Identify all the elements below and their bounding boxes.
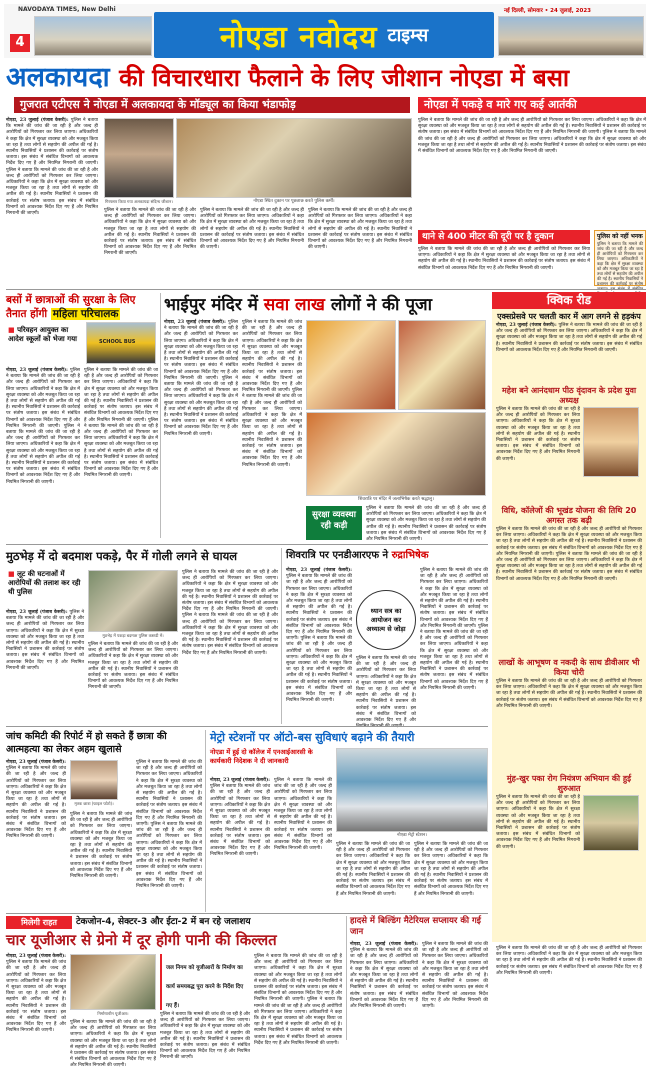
metro-caption: नोएडा मेट्रो स्टेशन। (397, 833, 427, 838)
lead-headline (6, 62, 646, 94)
accident-dateline: नोएडा, 23 जुलाई (पंजाब केसरी): (350, 942, 418, 947)
water-body-3: पुलिस ने बताया कि मामले की जांच की जा रही है और जल्द ही आरोपियों को गिरफ्तार कर लिया जाएगा। अधिकारियों ने कहा कि क्षेत्र में सुरक्षा व्यवस्था को और मजबूत किया जा रहा है तथा लोगों से सहयोग की अपील की गई है। स्थानीय निवासियों ने प्रशासन की कार्रवाई पर संतोष जताया। इस संबंध में संबंधित विभागों को आवश्यक निर्देश दिए गए हैं और नियमित निगरानी की जाएगी। (160, 1012, 250, 1061)
bus-body-2b: पुलिस ने बताया कि मामले की जांच की जा रही है और जल्द ही आरोपियों को गिरफ्तार कर लिया जाएगा। अधिकारियों ने कहा कि क्षेत्र में सुरक्षा व्यवस्था को और मजबूत किया जा रहा है तथा लोगों से सहयोग की अपील की गई है। स्थानीय निवासियों ने प्रशासन की कार्रवाई पर संतोष जताया। इस संबंध में संबंधित विभागों को आवश्यक निर्देश दिए गए हैं और नियमित निगरानी की जाएगी। (84, 417, 158, 479)
divider-bus (160, 293, 161, 538)
bus-headline-1: बसों में छात्राओं की सुरक्षा के लिए (6, 294, 136, 306)
police-box (594, 230, 646, 286)
encounter-body-3b: पुलिस ने बताया कि मामले की जांच की जा रही है और जल्द ही आरोपियों को गिरफ्तार कर लिया जाएगा। अधिकारियों ने कहा कि क्षेत्र में सुरक्षा व्यवस्था को और मजबूत किया जा रहा है तथा लोगों से सहयोग की अपील की गई है। स्थानीय निवासियों ने प्रशासन की कार्रवाई पर संतोष जताया। इस संबंध में संबंधित विभागों को आवश्यक निर्देश दिए गए हैं और नियमित निगरानी की जाएगी। (182, 613, 278, 656)
masthead-title: नोएडा नवोदय (219, 19, 378, 55)
temple-headline (164, 294, 488, 316)
lead-headline-red: अलकायदा (6, 62, 110, 93)
qr1-text: पुलिस ने बताया कि मामले की जांच की जा रही है और जल्द ही आरोपियों को गिरफ्तार कर लिया जाएगा। अधिकारियों ने कहा कि क्षेत्र में सुरक्षा व्यवस्था को और मजबूत किया जा रहा है तथा लोगों से सहयोग की अपील की गई है। स्थानीय निवासियों ने प्रशासन की कार्रवाई पर संतोष जताया। इस संबंध में संबंधित विभागों को आवश्यक निर्देश दिए गए हैं और नियमित निगरानी की जाएगी। (496, 323, 642, 353)
lead-headline-rest: की विचारधारा फैलाने के लिए जीशान नोएडा में बसा (119, 64, 570, 92)
lead-col-4 (308, 208, 412, 278)
shivratri-headline (286, 548, 488, 564)
qr3-text: पुलिस ने बताया कि मामले की जांच की जा रही है और जल्द ही आरोपियों को गिरफ्तार कर लिया जाएगा। अधिकारियों ने कहा कि क्षेत्र में सुरक्षा व्यवस्था को और मजबूत किया जा रहा है तथा लोगों से सहयोग की अपील की गई है। स्थानीय निवासियों ने प्रशासन की कार्रवाई पर संतोष जताया। इस संबंध में संबंधित विभागों को आवश्यक निर्देश दिए गए हैं और नियमित निगरानी की जाएगी। (496, 527, 642, 557)
encounter-photo (88, 570, 178, 632)
page-number: 4 (10, 34, 30, 52)
temple-col-1 (164, 320, 238, 540)
metro-body-2: पुलिस ने बताया कि मामले की जांच की जा रही है और जल्द ही आरोपियों को गिरफ्तार कर लिया जाएगा। अधिकारियों ने कहा कि क्षेत्र में सुरक्षा व्यवस्था को और मजबूत किया जा रहा है तथा लोगों से सहयोग की अपील की गई है। स्थानीय निवासियों ने प्रशासन की कार्रवाई पर संतोष जताया। इस संबंध में संबंधित विभागों को आवश्यक निर्देश दिए गए हैं और नियमित निगरानी की जाएगी। (274, 778, 332, 852)
bus-headline-2: तैनात होंगी (6, 308, 48, 320)
encounter-kicker-text: लूट की घटनाओं में आरोपियों की तलाश कर रही थी पुलिस (8, 570, 81, 596)
probe-col-2 (70, 812, 132, 910)
water-col-1 (6, 954, 66, 1038)
metro-photo (336, 748, 488, 832)
water-quote-text: जल निगम को यूजीआरों के निर्माण का कार्य समयबद्ध पूरा करने के निर्देश दिए गए हैं। (166, 965, 244, 1009)
metro-headline-red: मेट्रो स्टेशनों (210, 731, 256, 744)
bus-photo (86, 322, 156, 364)
quick-read-item-1-body (492, 323, 646, 383)
metro-kicker: नोएडा में हुई दो कॉलेज में एनआईआरसी के कार्यकारी निदेशक ने दी जानकारी (210, 748, 313, 765)
accident-headline: हादसे में बिल्डिंग मैटेरियल सप्लायर की गई जान (350, 916, 481, 937)
temple-body-2: पुलिस ने बताया कि मामले की जांच की जा रही है और जल्द ही आरोपियों को गिरफ्तार कर लिया जाएगा। अधिकारियों ने कहा कि क्षेत्र में सुरक्षा व्यवस्था को और मजबूत किया जा रहा है तथा लोगों से सहयोग की अपील की गई है। स्थानीय निवासियों ने प्रशासन की कार्रवाई पर संतोष जताया। इस संबंध में संबंधित विभागों को आवश्यक निर्देश दिए गए हैं और नियमित निगरानी की जाएगी। (242, 320, 302, 394)
encounter-col-2 (88, 642, 178, 722)
quick-read-item-2-body (496, 407, 580, 503)
encounter-col-1 (6, 610, 84, 722)
qr2-text: पुलिस ने बताया कि मामले की जांच की जा रही है और जल्द ही आरोपियों को गिरफ्तार कर लिया जाएगा। अधिकारियों ने कहा कि क्षेत्र में सुरक्षा व्यवस्था को और मजबूत किया जा रहा है तथा लोगों से सहयोग की अपील की गई है। स्थानीय निवासियों ने प्रशासन की कार्रवाई पर संतोष जताया। इस संबंध में संबंधित विभागों को आवश्यक निर्देश दिए गए हैं और नियमित निगरानी की जाएगी। (496, 407, 580, 462)
lead-body-1: पुलिस ने बताया कि मामले की जांच की जा रही है और जल्द ही आरोपियों को गिरफ्तार कर लिया जाएगा। अधिकारियों ने कहा कि क्षेत्र में सुरक्षा व्यवस्था को और मजबूत किया जा रहा है तथा लोगों से सहयोग की अपील की गई है। स्थानीय निवासियों ने प्रशासन की कार्रवाई पर संतोष जताया। इस संबंध में संबंधित विभागों को आवश्यक निर्देश दिए गए हैं और नियमित निगरानी की जाएगी। (6, 118, 98, 167)
water-col-3 (160, 1012, 250, 1061)
shivratri-col-2 (420, 568, 488, 724)
masthead (4, 4, 646, 58)
probe-photo (70, 760, 118, 800)
water-subhead: टेकजोन-4, सेक्टर-3 और ईटा-2 में बन रहे जलाशय (76, 917, 251, 927)
quick-read-item-3-headline: विधि, कॉलेजों की भूखंड योजना की तिथि 20 अगस्त तक बढ़ी (501, 506, 637, 525)
quick-read-item-2-row (492, 407, 646, 503)
qr1-dateline: नोएडा, 23 जुलाई (पंजाब केसरी): (496, 323, 559, 328)
quick-read-item-4-headline: लाखों के आभूषण व नकदी के साथ डीवीआर भी किया चोरी (498, 658, 640, 677)
accident-body-2: पुलिस ने बताया कि मामले की जांच की जा रही है और जल्द ही आरोपियों को गिरफ्तार कर लिया जाएगा। अधिकारियों ने कहा कि क्षेत्र में सुरक्षा व्यवस्था को और मजबूत किया जा रहा है तथा लोगों से सहयोग की अपील की गई है। स्थानीय निवासियों ने प्रशासन की कार्रवाई पर संतोष जताया। इस संबंध में संबंधित विभागों को आवश्यक निर्देश दिए गए हैं और नियमित निगरानी की जाएगी। (422, 942, 488, 1010)
shivratri-dateline: नोएडा, 23 जुलाई (पंजाब केसरी): (286, 568, 352, 573)
metro-col-4 (414, 842, 488, 910)
masthead-skyline-left (34, 16, 152, 56)
lead-body-1b: पुलिस ने बताया कि मामले की जांच की जा रही है और जल्द ही आरोपियों को गिरफ्तार कर लिया जाएगा। अधिकारियों ने कहा कि क्षेत्र में सुरक्षा व्यवस्था को और मजबूत किया जा रहा है तथा लोगों से सहयोग की अपील की गई है। स्थानीय निवासियों ने प्रशासन की कार्रवाई पर संतोष जताया। इस संबंध में संबंधित विभागों को आवश्यक निर्देश दिए गए हैं और नियमित निगरानी की जाएगी। (6, 167, 98, 217)
quick-read-item-2-headline: महेश बने आनंदधाम पीठ वृंदावन के प्रदेश युवा अध्यक्ष (501, 386, 637, 405)
lead-body-2: पुलिस ने बताया कि मामले की जांच की जा रही है और जल्द ही आरोपियों को गिरफ्तार कर लिया जाएगा। अधिकारियों ने कहा कि क्षेत्र में सुरक्षा व्यवस्था को और मजबूत किया जा रहा है तथा लोगों से सहयोग की अपील की गई है। स्थानीय निवासियों ने प्रशासन की कार्रवाई पर संतोष जताया। इस संबंध में संबंधित विभागों को आवश्यक निर्देश दिए गए हैं और नियमित निगरानी की जाएगी। (104, 208, 196, 257)
water-caption: निर्माणाधीन यूजीआर। (97, 1011, 129, 1016)
security-box: सुरक्षा व्यवस्था रही कड़ी (306, 506, 362, 540)
temple-caption: शिवरात्रि पर मंदिर में जलाभिषेक करते श्रद्धालु। (358, 497, 434, 502)
side-lead-text: पुलिस ने बताया कि मामले की जांच की जा रही है और जल्द ही आरोपियों को गिरफ्तार कर लिया जाएगा। अधिकारियों ने कहा कि क्षेत्र में सुरक्षा व्यवस्था को और मजबूत किया जा रहा है तथा लोगों से सहयोग की अपील की गई है। स्थानीय निवासियों ने प्रशासन की कार्रवाई पर संतोष जताया। इस संबंध में संबंधित विभागों को आवश्यक निर्देश दिए गए हैं और नियमित निगरानी की जाएगी। (418, 118, 646, 136)
metro-dateline: नोएडा, 23 जुलाई (पंजाब केसरी): (210, 778, 270, 783)
probe-body-2: पुलिस ने बताया कि मामले की जांच की जा रही है और जल्द ही आरोपियों को गिरफ्तार कर लिया जाएगा। अधिकारियों ने कहा कि क्षेत्र में सुरक्षा व्यवस्था को और मजबूत किया जा रहा है तथा लोगों से सहयोग की अपील की गई है। स्थानीय निवासियों ने प्रशासन की कार्रवाई पर संतोष जताया। इस संबंध में संबंधित विभागों को आवश्यक निर्देश दिए गए हैं और नियमित निगरानी की जाएगी। (70, 812, 132, 880)
shivratri-quote (356, 590, 416, 650)
shivratri-body-1b: पुलिस ने बताया कि मामले की जांच की जा रही है और जल्द ही आरोपियों को गिरफ्तार कर लिया जाएगा। अधिकारियों ने कहा कि क्षेत्र में सुरक्षा व्यवस्था को और मजबूत किया जा रहा है तथा लोगों से सहयोग की अपील की गई है। स्थानीय निवासियों ने प्रशासन की कार्रवाई पर संतोष जताया। इस संबंध में संबंधित विभागों को आवश्यक निर्देश दिए गए हैं और नियमित निगरानी की जाएगी। (286, 636, 352, 704)
shop-story-headline: थाने से 400 मीटर की दूरी पर है दुकान (418, 230, 590, 244)
police-box-body: पुलिस ने बताया कि मामले की जांच की जा रही है और जल्द ही आरोपियों को गिरफ्तार कर लिया जाएगा। अधिकारियों ने कहा कि क्षेत्र में सुरक्षा व्यवस्था को और मजबूत किया जा रहा है तथा लोगों से सहयोग की अपील की गई है। स्थानीय निवासियों ने प्रशासन की कार्रवाई पर संतोष (597, 241, 643, 286)
metro-headline-rest: पर ऑटो-बस सुविधाएं बढ़ाने की तैयारी (258, 731, 415, 744)
metro-body-3: पुलिस ने बताया कि मामले की जांच की जा रही है और जल्द ही आरोपियों को गिरफ्तार कर लिया जाएगा। अधिकारियों ने कहा कि क्षेत्र में सुरक्षा व्यवस्था को और मजबूत किया जा रहा है तथा लोगों से सहयोग की अपील की गई है। स्थानीय निवासियों ने प्रशासन की कार्रवाई पर संतोष जताया। इस संबंध में संबंधित विभागों को आवश्यक निर्देश दिए गए हैं और नियमित निगरानी की जाएगी। (336, 842, 410, 897)
divider-water (346, 916, 347, 1040)
dateline: नोएडा, 23 जुलाई (पंजाब केसरी): (6, 118, 71, 123)
bus-photo-label: SCHOOL BUS (99, 339, 136, 345)
water-body-2: पुलिस ने बताया कि मामले की जांच की जा रही है और जल्द ही आरोपियों को गिरफ्तार कर लिया जाएगा। अधिकारियों ने कहा कि क्षेत्र में सुरक्षा व्यवस्था को और मजबूत किया जा रहा है तथा लोगों से सहयोग की अपील की गई है। स्थानीय निवासियों ने प्रशासन की कार्रवाई पर संतोष जताया। इस संबंध में संबंधित विभागों को आवश्यक निर्देश दिए गए हैं और नियमित निगरानी की जाएगी। (70, 1020, 156, 1069)
metro-col-2 (274, 778, 332, 910)
divider-lead (6, 289, 646, 290)
temple-photo-2 (398, 320, 486, 410)
metro-body-4: पुलिस ने बताया कि मामले की जांच की जा रही है और जल्द ही आरोपियों को गिरफ्तार कर लिया जाएगा। अधिकारियों ने कहा कि क्षेत्र में सुरक्षा व्यवस्था को और मजबूत किया जा रहा है तथा लोगों से सहयोग की अपील की गई है। स्थानीय निवासियों ने प्रशासन की कार्रवाई पर संतोष जताया। इस संबंध में संबंधित विभागों को आवश्यक निर्देश दिए गए हैं और नियमित निगरानी की जाएगी। (414, 842, 488, 897)
encounter-caption: मुठभेड़ में पकड़ा बदमाश पुलिस कस्टडी में। (102, 633, 164, 638)
lead-photo-caption-2: नोएडा स्थित दुकान पर पूछताछ करते पुलिस कर्मी। (253, 199, 335, 204)
metro-body-1: पुलिस ने बताया कि मामले की जांच की जा रही है और जल्द ही आरोपियों को गिरफ्तार कर लिया जाएगा। अधिकारियों ने कहा कि क्षेत्र में सुरक्षा व्यवस्था को और मजबूत किया जा रहा है तथा लोगों से सहयोग की अपील की गई है। स्थानीय निवासियों ने प्रशासन की कार्रवाई पर संतोष जताया। इस संबंध में संबंधित विभागों को आवश्यक निर्देश दिए गए हैं और नियमित निगरानी की जाएगी। (210, 784, 270, 858)
temple-body-3: पुलिस ने बताया कि मामले की जांच की जा रही है और जल्द ही आरोपियों को गिरफ्तार कर लिया जाएगा। अधिकारियों ने कहा कि क्षेत्र में सुरक्षा व्यवस्था को और मजबूत किया जा रहा है तथा लोगों से सहयोग की अपील की गई है। स्थानीय निवासियों ने प्रशासन की कार्रवाई पर संतोष जताया। इस संबंध में संबंधित विभागों को आवश्यक निर्देश दिए गए हैं और नियमित निगरानी की जाएगी। (366, 506, 486, 543)
divider-encounter (281, 548, 282, 724)
bus-kicker-bullet: ■ (8, 326, 15, 334)
encounter-headline: मुठभेड़ में दो बदमाश पकड़े, पैर में गोली लगने से घायल (6, 549, 238, 563)
encounter-body-3: पुलिस ने बताया कि मामले की जांच की जा रही है और जल्द ही आरोपियों को गिरफ्तार कर लिया जाएगा। अधिकारियों ने कहा कि क्षेत्र में सुरक्षा व्यवस्था को और मजबूत किया जा रहा है तथा लोगों से सहयोग की अपील की गई है। स्थानीय निवासियों ने प्रशासन की कार्रवाई पर संतोष जताया। इस संबंध में संबंधित विभागों को आवश्यक निर्देश दिए गए हैं और नियमित निगरानी की जाएगी। (182, 570, 278, 613)
water-dateline: नोएडा, 23 जुलाई (पंजाब केसरी): (6, 954, 66, 959)
quick-read-item-5-body (496, 795, 580, 875)
masthead-title-block (154, 12, 494, 58)
encounter-body-1: पुलिस ने बताया कि मामले की जांच की जा रही है और जल्द ही आरोपियों को गिरफ्तार कर लिया जाएगा। अधिकारियों ने कहा कि क्षेत्र में सुरक्षा व्यवस्था को और मजबूत किया जा रहा है तथा लोगों से सहयोग की अपील की गई है। स्थानीय निवासियों ने प्रशासन की कार्रवाई पर संतोष जताया। इस संबंध में संबंधित विभागों को आवश्यक निर्देश दिए गए हैं और नियमित निगरानी की जाएगी। (6, 610, 84, 671)
metro-col-3 (336, 842, 410, 910)
bus-dateline: नोएडा, 23 जुलाई (पंजाब केसरी): (6, 368, 70, 373)
shivratri-body-3: पुलिस ने बताया कि मामले की जांच की जा रही है और जल्द ही आरोपियों को गिरफ्तार कर लिया जाएगा। अधिकारियों ने कहा कि क्षेत्र में सुरक्षा व्यवस्था को और मजबूत किया जा रहा है तथा लोगों से सहयोग की अपील की गई है। स्थानीय निवासियों ने प्रशासन की कार्रवाई पर संतोष जताया। इस संबंध में संबंधित विभागों को आवश्यक निर्देश दिए गए हैं और (356, 656, 416, 724)
temple-headline-black: भाईपुर मंदिर में (164, 295, 258, 315)
bus-col-1 (6, 368, 80, 538)
metro-col-1 (210, 778, 270, 910)
probe-body-3b: पुलिस ने बताया कि मामले की जांच की जा रही है और जल्द ही आरोपियों को गिरफ्तार कर लिया जाएगा। अधिकारियों ने कहा कि क्षेत्र में सुरक्षा व्यवस्था को और मजबूत किया जा रहा है तथा लोगों से सहयोग की अपील की गई है। स्थानीय निवासियों ने प्रशासन की कार्रवाई पर संतोष जताया। इस संबंध में संबंधित विभागों को आवश्यक निर्देश दिए गए हैं और नियमित निगरानी की जाएगी। (136, 822, 202, 890)
quick-read-tail (492, 946, 646, 1038)
bus-body-1: पुलिस ने बताया कि मामले की जांच की जा रही है और जल्द ही आरोपियों को गिरफ्तार कर लिया जाएगा। अधिकारियों ने कहा कि क्षेत्र में सुरक्षा व्यवस्था को और मजबूत किया जा रहा है तथा लोगों से सहयोग की अपील की गई है। स्थानीय निवासियों ने प्रशासन की कार्रवाई पर संतोष जताया। इस संबंध में संबंधित विभागों को आवश्यक निर्देश दिए गए हैं और नियमित निगरानी की जाएगी। (6, 368, 80, 429)
temple-col-2 (242, 320, 302, 540)
shivratri-body-2: पुलिस ने बताया कि मामले की जांच की जा रही है और जल्द ही आरोपियों को गिरफ्तार कर लिया जाएगा। अधिकारियों ने कहा कि क्षेत्र में सुरक्षा व्यवस्था को और मजबूत किया जा रहा है तथा लोगों से सहयोग की अपील की गई है। स्थानीय निवासियों ने प्रशासन की कार्रवाई पर संतोष जताया। इस संबंध में संबंधित विभागों को आवश्यक निर्देश दिए गए हैं और नियमित निगरानी की जाएगी। (420, 568, 488, 629)
lead-col-3 (200, 208, 304, 278)
masthead-title-tail: टाइम्स (387, 25, 429, 46)
probe-body-3: पुलिस ने बताया कि मामले की जांच की जा रही है और जल्द ही आरोपियों को गिरफ्तार कर लिया जाएगा। अधिकारियों ने कहा कि क्षेत्र में सुरक्षा व्यवस्था को और मजबूत किया जा रहा है तथा लोगों से सहयोग की अपील की गई है। स्थानीय निवासियों ने प्रशासन की कार्रवाई पर संतोष जताया। इस संबंध में संबंधित विभागों को आवश्यक निर्देश दिए गए हैं और नियमित निगरानी की जाएगी। (136, 760, 202, 828)
quick-read-item-1-headline: एक्सप्रेसवे पर चलती कार में आग लगने से हड़कंप (497, 312, 641, 321)
probe-dateline: नोएडा, 23 जुलाई (पंजाब केसरी): (6, 760, 66, 765)
probe-col-3 (136, 760, 202, 910)
water-headline: चार यूजीआर से ग्रेनो में दूर होगी पानी की किल्लत (6, 931, 277, 949)
police-box-headline: पुलिस को नहीं भनक (597, 233, 643, 240)
quick-read-item-5-headline: मुंह-खुर पका रोग नियंत्रण अभियान की हुई शुरुआत (506, 774, 632, 793)
bus-story-headline (6, 293, 156, 321)
shivratri-col-1 (286, 568, 352, 724)
quick-read-item-5-row (492, 795, 646, 875)
bus-col-2 (84, 368, 158, 538)
water-body-4: पुलिस ने बताया कि मामले की जांच की जा रही है और जल्द ही आरोपियों को गिरफ्तार कर लिया जाएगा। अधिकारियों ने कहा कि क्षेत्र में सुरक्षा व्यवस्था को और मजबूत किया जा रहा है तथा लोगों से सहयोग की अपील की गई है। स्थानीय निवासियों ने प्रशासन की कार्रवाई पर संतोष जताया। इस संबंध में संबंधित विभागों को आवश्यक निर्देश दिए गए हैं और नियमित निगरानी की जाएगी। (254, 954, 342, 1003)
shop-story-text: पुलिस ने बताया कि मामले की जांच की जा रही है और जल्द ही आरोपियों को गिरफ्तार कर लिया जाएगा। अधिकारियों ने कहा कि क्षेत्र में सुरक्षा व्यवस्था को और मजबूत किया जा रहा है तथा लोगों से सहयोग की अपील की गई है। स्थानीय निवासियों ने प्रशासन की कार्रवाई पर संतोष जताया। इस संबंध में संबंधित विभागों को आवश्यक निर्देश दिए गए हैं और नियमित निगरानी की जाएगी। (418, 247, 590, 271)
temple-body-1b: पुलिस ने बताया कि मामले की जांच की जा रही है और जल्द ही आरोपियों को गिरफ्तार कर लिया जाएगा। अधिकारियों ने कहा कि क्षेत्र में सुरक्षा व्यवस्था को और मजबूत किया जा रहा है तथा लोगों से सहयोग की अपील की गई है। स्थानीय निवासियों ने प्रशासन की कार्रवाई पर संतोष जताया। इस संबंध में संबंधित विभागों को आवश्यक निर्देश दिए गए हैं और नियमित निगरानी की जाएगी। (164, 375, 238, 437)
bus-kicker (8, 326, 82, 344)
temple-headline-red: सवा लाख (263, 295, 325, 315)
quick-read-column (492, 292, 646, 942)
temple-body-2b: पुलिस ने बताया कि मामले की जांच की जा रही है और जल्द ही आरोपियों को गिरफ्तार कर लिया जाएगा। अधिकारियों ने कहा कि क्षेत्र में सुरक्षा व्यवस्था को और मजबूत किया जा रहा है तथा लोगों से सहयोग की अपील की गई है। स्थानीय निवासियों ने प्रशासन की कार्रवाई पर संतोष जताया। इस संबंध में संबंधित विभागों को आवश्यक निर्देश दिए गए हैं और नियमित निगरानी की जाएगी। (242, 388, 302, 468)
shivratri-headline-black: शिवरात्रि पर एनडीआरएफ ने (286, 550, 389, 561)
date-line: नई दिल्ली, सोमवार • 24 जुलाई, 2023 (504, 8, 591, 14)
temple-dateline: नोएडा, 23 जुलाई (पंजाब केसरी): (164, 320, 228, 325)
side-lead-body (418, 118, 646, 226)
water-col-4 (254, 954, 342, 1046)
bus-body-1b: पुलिस ने बताया कि मामले की जांच की जा रही है और जल्द ही आरोपियों को गिरफ्तार कर लिया जाएगा। अधिकारियों ने कहा कि क्षेत्र में सुरक्षा व्यवस्था को और मजबूत किया जा रहा है तथा लोगों से सहयोग की अपील की गई है। स्थानीय निवासियों ने प्रशासन की कार्रवाई पर संतोष जताया। इस संबंध में संबंधित विभागों को आवश्यक निर्देश दिए गए हैं और नियमित निगरानी की जाएगी। (6, 423, 80, 485)
divider-temple (6, 544, 488, 545)
shivratri-quote-text: ध्यान सत्र का आयोजन कर अध्यात्म से जोड़ा (366, 606, 406, 633)
probe-col-1 (6, 760, 66, 910)
qr4-text: पुलिस ने बताया कि मामले की जांच की जा रही है और जल्द ही आरोपियों को गिरफ्तार कर लिया जाएगा। अधिकारियों ने कहा कि क्षेत्र में सुरक्षा व्यवस्था को और मजबूत किया जा रहा है तथा लोगों से सहयोग की अपील की गई है। स्थानीय निवासियों ने प्रशासन की कार्रवाई पर संतोष जताया। इस संबंध में संबंधित विभागों को आवश्यक निर्देश दिए गए हैं और नियमित निगरानी की जाएगी। (496, 679, 642, 709)
encounter-body-2: पुलिस ने बताया कि मामले की जांच की जा रही है और जल्द ही आरोपियों को गिरफ्तार कर लिया जाएगा। अधिकारियों ने कहा कि क्षेत्र में सुरक्षा व्यवस्था को और मजबूत किया जा रहा है तथा लोगों से सहयोग की अपील की गई है। स्थानीय निवासियों ने प्रशासन की कार्रवाई पर संतोष जताया। इस संबंध में संबंधित विभागों को आवश्यक निर्देश दिए गए हैं और नियमित निगरानी की जाएगी। (88, 642, 178, 691)
shop-story-body (418, 247, 590, 285)
temple-photo-1 (306, 320, 396, 410)
accident-col-1 (350, 942, 418, 1038)
probe-headline: जांच कमिटी की रिपोर्ट में हो सकते हैं छात्रा की आत्महत्या का लेकर अहम खुलासे (6, 731, 167, 755)
lead-col-2 (104, 208, 196, 278)
water-col-2 (70, 1020, 156, 1069)
metro-headline (210, 730, 488, 745)
quick-read-item-3-body (492, 527, 646, 655)
temple-headline-tail: लोगों ने की पूजा (330, 295, 433, 315)
qr3-text-b: पुलिस ने बताया कि मामले की जांच की जा रही है और जल्द ही आरोपियों को गिरफ्तार कर लिया जाएगा। अधिकारियों ने कहा कि क्षेत्र में सुरक्षा व्यवस्था को और मजबूत किया जा रहा है तथा लोगों से सहयोग की अपील की गई है। स्थानीय निवासियों ने प्रशासन की कार्रवाई पर संतोष जताया। इस संबंध में संबंधित विभागों को आवश्यक निर्देश दिए गए हैं और नियमित निगरानी की जाएगी। (496, 551, 642, 582)
accident-body-1: पुलिस ने बताया कि मामले की जांच की जा रही है और जल्द ही आरोपियों को गिरफ्तार कर लिया जाएगा। अधिकारियों ने कहा कि क्षेत्र में सुरक्षा व्यवस्था को और मजबूत किया जा रहा है तथा लोगों से सहयोग की अपील की गई है। स्थानीय निवासियों ने प्रशासन की कार्रवाई पर संतोष जताया। इस संबंध में संबंधित विभागों को आवश्यक निर्देश दिए गए हैं और नियमित निगरानी की जाएगी। (350, 948, 418, 1010)
quick-read-item-5-photo (583, 795, 639, 851)
lead-col-1 (6, 118, 98, 278)
water-photo (70, 954, 156, 1010)
water-label: मिलेगी राहत (6, 916, 72, 929)
encounter-col-3 (182, 570, 278, 722)
quick-read-item-2-photo (583, 407, 639, 477)
bus-body-2: पुलिस ने बताया कि मामले की जांच की जा रही है और जल्द ही आरोपियों को गिरफ्तार कर लिया जाएगा। अधिकारियों ने कहा कि क्षेत्र में सुरक्षा व्यवस्था को और मजबूत किया जा रहा है तथा लोगों से सहयोग की अपील की गई है। स्थानीय निवासियों ने प्रशासन की कार्रवाई पर संतोष जताया। इस संबंध में संबंधित विभागों को आवश्यक निर्देश दिए गए हैं और नियमित निगरानी की जाएगी। (84, 368, 158, 423)
quick-read-tail-text: पुलिस ने बताया कि मामले की जांच की जा रही है और जल्द ही आरोपियों को गिरफ्तार कर लिया जाएगा। अधिकारियों ने कहा कि क्षेत्र में सुरक्षा व्यवस्था को और मजबूत किया जा रहा है तथा लोगों से सहयोग की अपील की गई है। स्थानीय निवासियों ने प्रशासन की कार्रवाई पर संतोष जताया। इस संबंध में संबंधित विभागों को आवश्यक निर्देश दिए गए हैं और नियमित निगरानी की जाएगी। (496, 946, 642, 976)
temple-col-3 (366, 506, 486, 543)
lead-body-3: पुलिस ने बताया कि मामले की जांच की जा रही है और जल्द ही आरोपियों को गिरफ्तार कर लिया जाएगा। अधिकारियों ने कहा कि क्षेत्र में सुरक्षा व्यवस्था को और मजबूत किया जा रहा है तथा लोगों से सहयोग की अपील की गई है। स्थानीय निवासियों ने प्रशासन की कार्रवाई पर संतोष जताया। इस संबंध में संबंधित विभागों को आवश्यक निर्देश दिए गए हैं और नियमित निगरानी की जाएगी। (200, 208, 304, 251)
encounter-kicker-bullet: ■ (8, 570, 15, 578)
water-body-1: पुलिस ने बताया कि मामले की जांच की जा रही है और जल्द ही आरोपियों को गिरफ्तार कर लिया जाएगा। अधिकारियों ने कहा कि क्षेत्र में सुरक्षा व्यवस्था को और मजबूत किया जा रहा है तथा लोगों से सहयोग की अपील की गई है। स्थानीय निवासियों ने प्रशासन की कार्रवाई पर संतोष जताया। इस संबंध में संबंधित विभागों को आवश्यक निर्देश दिए गए हैं और नियमित निगरानी की जाएगी। (6, 960, 66, 1034)
shivratri-headline-red: रुद्राभिषेक (391, 550, 429, 561)
shivratri-body-1: पुलिस ने बताया कि मामले की जांच की जा रही है और जल्द ही आरोपियों को गिरफ्तार कर लिया जाएगा। अधिकारियों ने कहा कि क्षेत्र में सुरक्षा व्यवस्था को और मजबूत किया जा रहा है तथा लोगों से सहयोग की अपील की गई है। स्थानीय निवासियों ने प्रशासन की कार्रवाई पर संतोष जताया। इस संबंध में संबंधित विभागों को आवश्यक निर्देश दिए गए हैं और नियमित निगरानी की जाएगी। (286, 574, 352, 642)
side-lead-headline: नोएडा में पकड़े व मारे गए कई आतंकी (418, 97, 646, 113)
masthead-skyline-right (498, 16, 644, 56)
lead-photo-shop (176, 118, 412, 198)
lead-photo-suspect (104, 118, 174, 198)
lead-body-4: पुलिस ने बताया कि मामले की जांच की जा रही है और जल्द ही आरोपियों को गिरफ्तार कर लिया जाएगा। अधिकारियों ने कहा कि क्षेत्र में सुरक्षा व्यवस्था को और मजबूत किया जा रहा है तथा लोगों से सहयोग की अपील की गई है। स्थानीय निवासियों ने प्रशासन की कार्रवाई पर संतोष जताया। इस संबंध में संबंधित विभागों को आवश्यक निर्देश दिए गए हैं और नियमित निगरानी की जाएगी। (308, 208, 412, 251)
shivratri-col-3 (356, 656, 416, 724)
probe-body-1: पुलिस ने बताया कि मामले की जांच की जा रही है और जल्द ही आरोपियों को गिरफ्तार कर लिया जाएगा। अधिकारियों ने कहा कि क्षेत्र में सुरक्षा व्यवस्था को और मजबूत किया जा रहा है तथा लोगों से सहयोग की अपील की गई है। स्थानीय निवासियों ने प्रशासन की कार्रवाई पर संतोष जताया। इस संबंध में संबंधित विभागों को आवश्यक निर्देश दिए गए हैं और नियमित निगरानी की जाएगी। (6, 766, 66, 840)
divider-bottom (6, 913, 488, 914)
lead-photo-caption-1: गिरफ्तार किया गया अलकायदा संदिग्ध जीशान। (105, 199, 173, 204)
side-lead-text-b: पुलिस ने बताया कि मामले की जांच की जा रही है और जल्द ही आरोपियों को गिरफ्तार कर लिया जाएगा। अधिकारियों ने कहा कि क्षेत्र में सुरक्षा व्यवस्था को और मजबूत किया जा रहा है तथा लोगों से सहयोग की अपील की गई है। स्थानीय निवासियों ने प्रशासन की कार्रवाई पर संतोष जताया। इस संबंध में संबंधित विभागों को आवश्यक निर्देश दिए गए हैं और नियमित निगरानी की जाएगी। (418, 130, 647, 155)
accident-col-2 (422, 942, 488, 1038)
temple-photo-3 (306, 412, 486, 496)
shivratri-body-2b: पुलिस ने बताया कि मामले की जांच की जा रही है और जल्द ही आरोपियों को गिरफ्तार कर लिया जाएगा। अधिकारियों ने कहा कि क्षेत्र में सुरक्षा व्यवस्था को और मजबूत किया जा रहा है तथा लोगों से सहयोग की अपील की गई है। स्थानीय निवासियों ने प्रशासन की कार्रवाई पर संतोष जताया। इस संबंध में संबंधित विभागों को आवश्यक निर्देश दिए गए हैं और नियमित निगरानी की जाएगी। (420, 623, 488, 691)
temple-body-1: पुलिस ने बताया कि मामले की जांच की जा रही है और जल्द ही आरोपियों को गिरफ्तार कर लिया जाएगा। अधिकारियों ने कहा कि क्षेत्र में सुरक्षा व्यवस्था को और मजबूत किया जा रहा है तथा लोगों से सहयोग की अपील की गई है। स्थानीय निवासियों ने प्रशासन की कार्रवाई पर संतोष जताया। इस संबंध में संबंधित विभागों को आवश्यक निर्देश दिए गए हैं और नियमित निगरानी की जाएगी। (164, 320, 238, 381)
encounter-dateline: नोएडा, 23 जुलाई (पंजाब केसरी): (6, 610, 70, 615)
quick-read-item-4-body (492, 679, 646, 771)
bus-headline-highlight: महिला परिचालक (52, 308, 119, 320)
divider-probe (205, 730, 206, 912)
water-quote (160, 954, 250, 1010)
probe-caption: मृतक छात्रा (फाइल फोटो)। (74, 801, 114, 806)
water-body-4b: पुलिस ने बताया कि मामले की जांच की जा रही है और जल्द ही आरोपियों को गिरफ्तार कर लिया जाएगा। अधिकारियों ने कहा कि क्षेत्र में सुरक्षा व्यवस्था को और मजबूत किया जा रहा है तथा लोगों से सहयोग की अपील की गई है। स्थानीय निवासियों ने प्रशासन की कार्रवाई पर संतोष जताया। इस संबंध में संबंधित विभागों को आवश्यक निर्देश दिए गए हैं और नियमित निगरानी की जाएगी। (254, 997, 342, 1046)
qr5-text: पुलिस ने बताया कि मामले की जांच की जा रही है और जल्द ही आरोपियों को गिरफ्तार कर लिया जाएगा। अधिकारियों ने कहा कि क्षेत्र में सुरक्षा व्यवस्था को और मजबूत किया जा रहा है तथा लोगों से सहयोग की अपील की गई है। स्थानीय निवासियों ने प्रशासन की कार्रवाई पर संतोष जताया। इस संबंध में संबंधित विभागों को आवश्यक निर्देश दिए गए हैं और नियमित निगरानी की जाएगी। (496, 795, 580, 850)
divider-mid (6, 726, 488, 727)
lead-subhead: गुजरात एटीएस ने नोएडा में अलकायदा के मॉड्यूल का किया भंडाफोड़ (14, 97, 410, 113)
encounter-kicker (8, 570, 86, 597)
quick-read-title: क्विक रीड (492, 292, 646, 309)
paper-name: NAVODAYA TIMES, New Delhi (18, 6, 116, 13)
bus-kicker-text: परिवहन आयुक्त का आदेश स्कूलों को भेजा गया (8, 326, 77, 343)
